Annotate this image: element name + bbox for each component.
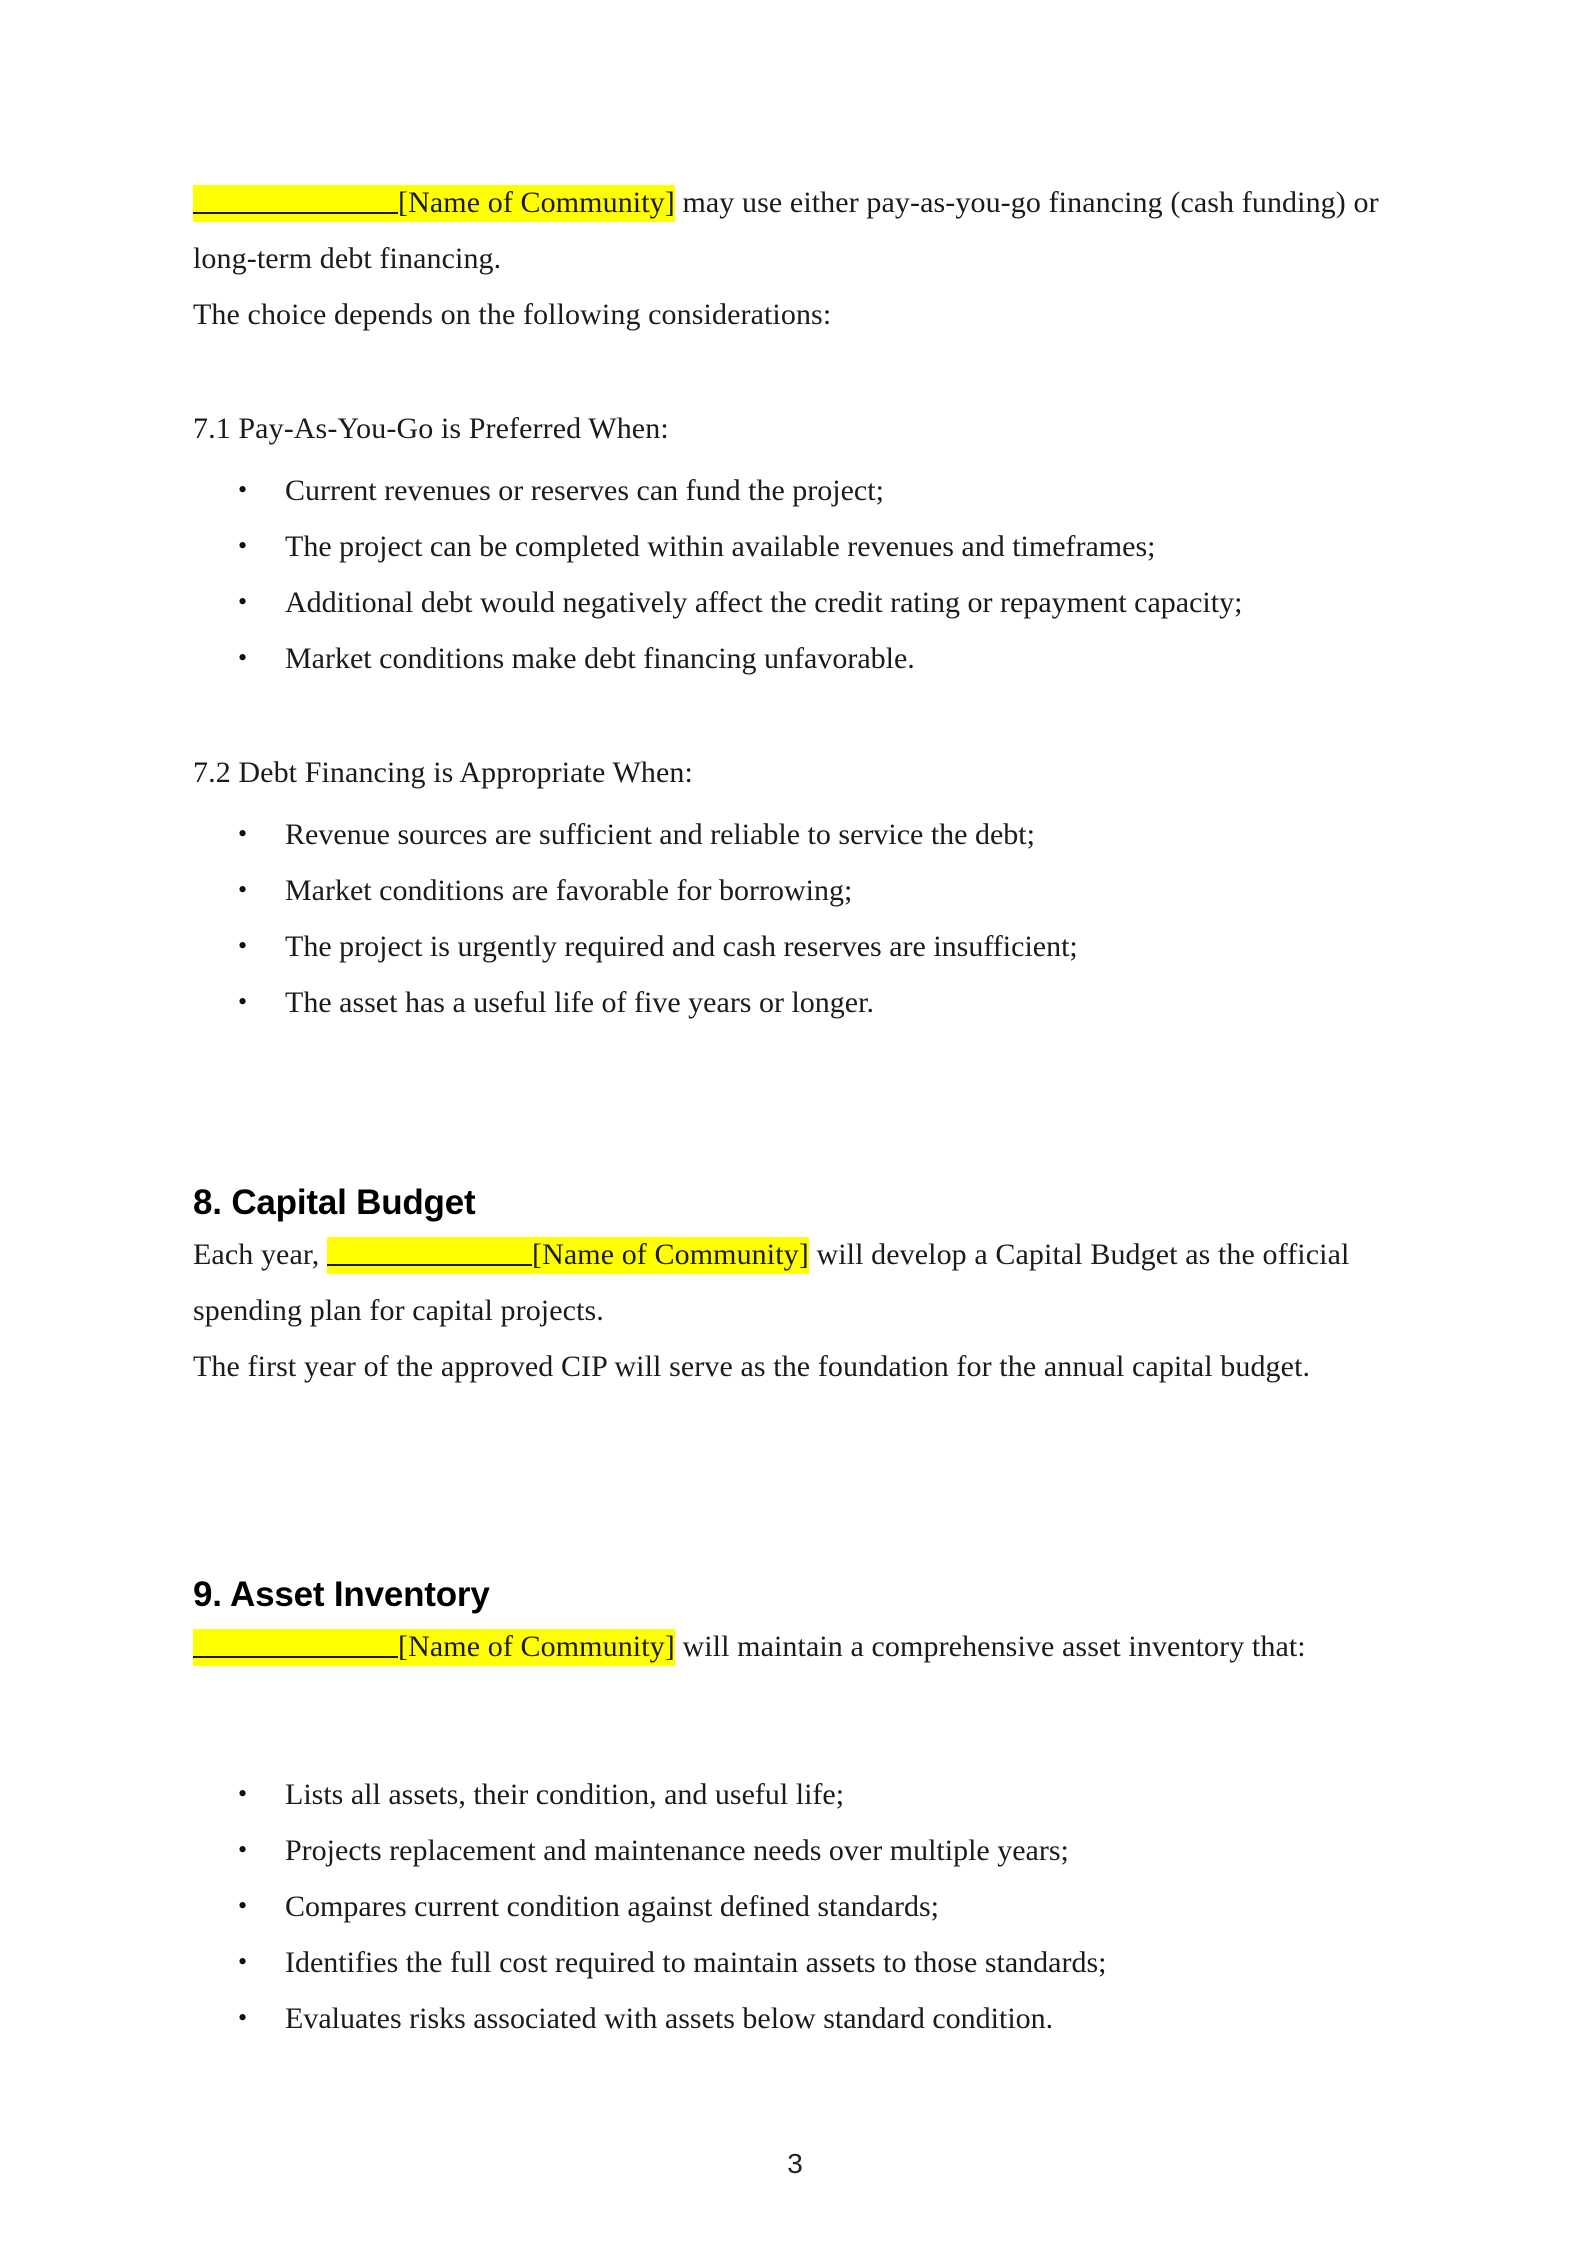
list-item: • Evaluates risks associated with assets below standard condition. [193,1991,1393,2047]
subsection-7-1-heading: 7.1 Pay‐As‐You‐Go is Preferred When: [193,412,669,445]
document-body [193,175,1393,2047]
spacer [193,1395,1393,1513]
section-8-paragraph-1 [193,1227,1393,1339]
list-item: • Current revenues or reserves can fund the project; [193,463,1393,519]
section-8-paragraph-prefix: Each year, [193,1238,327,1271]
list-item: • Projects replacement and maintenance needs over multiple years; [193,1823,1393,1879]
intro-paragraph [193,175,1393,287]
section-8-paragraph-2: The first year of the approved CIP will serve as the foundation for the annual capital budget. [193,1350,1311,1383]
spacer [193,1513,1393,1571]
fill-in-blank-3 [193,1630,398,1658]
spacer [193,1149,1393,1179]
section-9-intro-rest: will maintain a comprehensive asset inventory that: [674,1630,1306,1663]
subsection-7-2-bullet-list [193,807,1393,1031]
list-item: • Market conditions make debt financing unfavorable. [193,631,1393,687]
section-9-bullet-list [193,1767,1393,2047]
spacer [193,687,1393,745]
subsection-7-2-heading: 7.2 Debt Financing is Appropriate When: [193,756,693,789]
spacer [193,343,1393,401]
spacer [193,1675,1393,1761]
fill-in-blank-2 [327,1238,532,1266]
community-placeholder-highlight-3 [193,1629,675,1666]
list-item: • The asset has a useful life of five years or longer. [193,975,1393,1031]
intro-considerations-line: The choice depends on the following considerations: [193,298,832,331]
list-item: • The project is urgently required and cash reserves are insufficient; [193,919,1393,975]
community-placeholder-text-2: [Name of Community] [531,1238,809,1271]
list-item: • The project can be completed within available revenues and timeframes; [193,519,1393,575]
list-item: • Compares current condition against defined standards; [193,1879,1393,1935]
list-item: • Identifies the full cost required to maintain assets to those standards; [193,1935,1393,1991]
section-8-paragraph-rest: will develop a Capital Budget as the official spending plan for capital projects. [193,1238,1350,1327]
spacer [193,1031,1393,1149]
fill-in-blank-1 [193,186,398,214]
list-item: • Revenue sources are sufficient and reliable to service the debt; [193,807,1393,863]
community-placeholder-text-1: [Name of Community] [398,186,675,219]
section-8-heading: 8. Capital Budget [193,1183,476,1222]
subsection-7-1-bullet-list [193,463,1393,687]
list-item: • Market conditions are favorable for borrowing; [193,863,1393,919]
page-number: 3 [787,2148,803,2179]
list-item: • Additional debt would negatively affect the credit rating or repayment capacity; [193,575,1393,631]
section-9-intro-paragraph [193,1619,1393,1675]
community-placeholder-highlight-2 [327,1237,809,1274]
list-item: • Lists all assets, their condition, and useful life; [193,1767,1393,1823]
section-9-heading: 9. Asset Inventory [193,1575,490,1614]
community-placeholder-highlight-1 [193,185,675,222]
community-placeholder-text-3: [Name of Community] [398,1630,675,1663]
intro-paragraph-rest: may use either pay‐as‐you‐go financing (cash funding) or long‐term debt financing. [193,186,1379,275]
